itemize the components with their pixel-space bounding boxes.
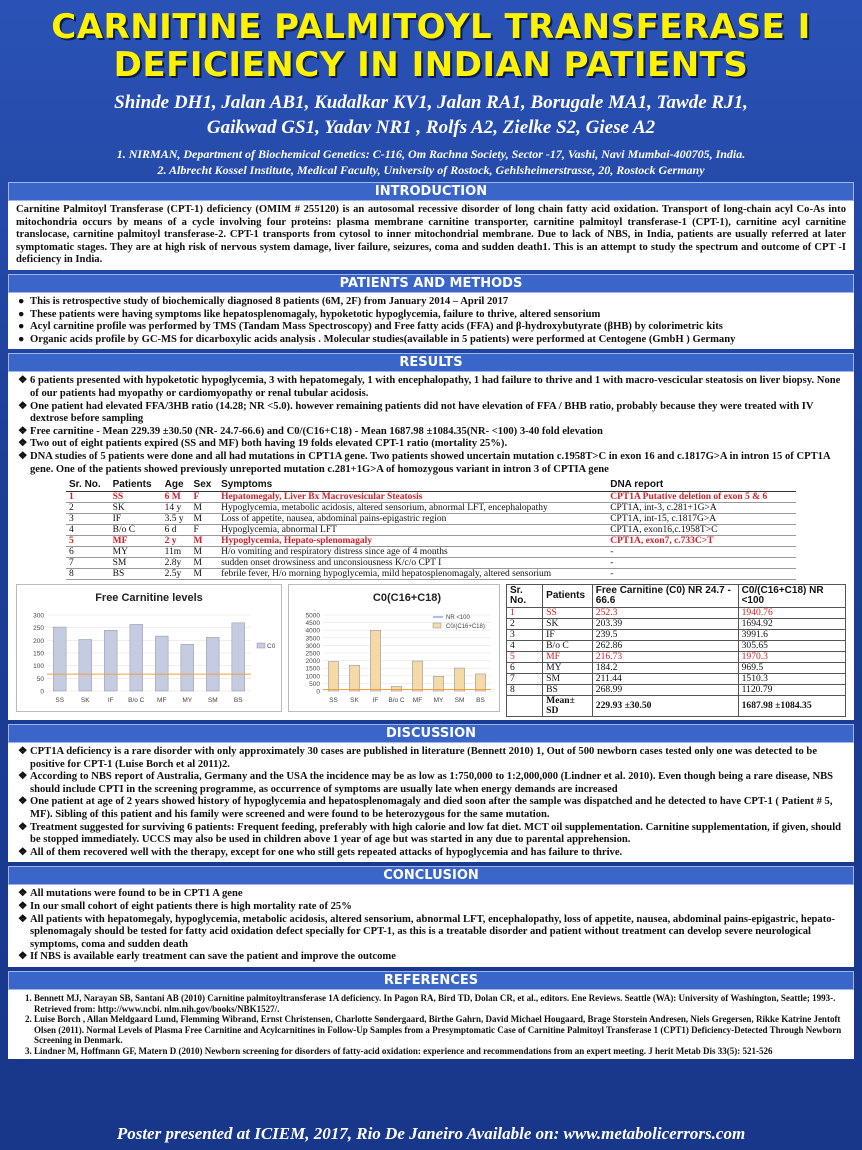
table-cell: 1940.76: [738, 608, 845, 619]
results-item-text: DNA studies of 5 patients were done and all had mutations in CPT1A gene. Two patients showed uncertain mutation c.1958T>C in exon 16 and c.1817G>A in intron 15 of CPT1A gene. One of the patients showed previously unreported mutation c.281+1G>A of homozygous variant in intron 3 of CPTIA gene: [30, 450, 831, 475]
table-cell: 2.5y: [162, 569, 191, 580]
table-row: [507, 685, 846, 696]
table-cell: 14 y: [162, 503, 191, 514]
table-row-mean: [507, 696, 846, 717]
x-tick-label: SS: [55, 697, 65, 705]
y-tick-label: 300: [33, 612, 44, 620]
conclusion-item-text: In our small cohort of eight patients there is high mortality rate of 25%: [30, 901, 352, 913]
table-cell: M: [191, 569, 219, 580]
table-cell: 252.3: [592, 608, 738, 619]
conclusion-list: [16, 888, 846, 964]
bar: [104, 630, 117, 691]
header: [0, 0, 862, 178]
table-row: [507, 619, 846, 630]
title-line-2: DEFICIENCY IN INDIAN PATIENTS: [113, 45, 749, 85]
conclusion-item-text: All patients with hepatomegaly, hypoglycemia, metabolic acidosis, altered sensorium, abnormal LFT, encephalopathy, loss of appetite, nausea, abdominal pains-epigastric, hepato-splenomagaly should be tested for fatty acid oxidation defect specially for CPT-1, as this is a treatable disorder and patient without treatment can develop severe neurological symptoms, coma and sudden death: [30, 913, 836, 950]
table-row: [66, 536, 796, 547]
table-cell: 8: [66, 569, 110, 580]
legend-swatch: [257, 643, 265, 648]
symptom-table: [66, 479, 796, 580]
list-item: [16, 438, 846, 451]
diamond-bullet-icon: ❖: [18, 400, 28, 412]
table-cell: 262.86: [592, 641, 738, 652]
table-cell: Hypoglycemia, metabolic acidosis, altered sensorium, abnormal LFT, encephalopathy: [218, 503, 607, 514]
bar: [206, 638, 219, 692]
bullet-icon: ●: [18, 333, 25, 345]
table-cell: M: [191, 536, 219, 547]
bar: [130, 625, 143, 692]
table-cell: SM: [110, 558, 162, 569]
y-tick-label: 3500: [305, 635, 320, 643]
table-cell: M: [191, 558, 219, 569]
poster-title: [0, 0, 862, 84]
diamond-bullet-icon: ❖: [18, 846, 28, 858]
chart-panel-1: [16, 584, 282, 712]
column-header: Patients: [543, 585, 593, 608]
column-header: Sr. No.: [66, 479, 110, 492]
column-header: Symptoms: [218, 479, 607, 492]
bar: [475, 674, 486, 691]
list-item: [16, 334, 846, 347]
section-heading-introduction: INTRODUCTION: [8, 182, 854, 201]
bar: [349, 665, 360, 691]
affiliation-1: 1. NIRMAN, Department of Biochemical Genetics: C-116, Om Rachna Society, Sector -17, Vashi, Navi Mumbai-400705, India.: [116, 147, 746, 161]
table-cell: Mean± SD: [543, 696, 593, 717]
x-tick-label: SK: [80, 697, 90, 705]
table-cell: MY: [543, 663, 593, 674]
y-tick-label: 50: [36, 675, 44, 683]
y-tick-label: 0: [40, 688, 44, 696]
reference-item: 1. Bennett MJ, Narayan SB, Santani AB (2010) Carnitine palmitoyltransferase 1A deficiency. In Pagon RA, Bird TD, Dolan CR, et al., editors. Ene Reviews. Seattle (WA): University of Washington, Seattle; 1993-. Retrieved from: http://www.ncbi. nlm.nih.gov/books/NBK1527/.: [34, 993, 846, 1014]
table-cell: -: [607, 569, 796, 580]
table-cell: 3991.6: [738, 630, 845, 641]
table-cell: SS: [110, 492, 162, 503]
table-cell: 1687.98 ±1084.35: [738, 696, 845, 717]
diamond-bullet-icon: ❖: [18, 375, 28, 387]
y-tick-label: 1000: [305, 673, 320, 681]
section-heading-conclusion: CONCLUSION: [8, 866, 854, 885]
references-body: [8, 990, 854, 1059]
legend-swatch: [433, 623, 441, 628]
list-item: [16, 309, 846, 322]
legend-label: NR <100: [446, 615, 470, 622]
y-tick-label: 1500: [305, 665, 320, 673]
table-cell: -: [607, 547, 796, 558]
x-tick-label: MF: [412, 697, 423, 705]
title-line-1: CARNITINE PALMITOYL TRANSFERASE I: [51, 7, 811, 47]
bar: [454, 668, 465, 691]
table-cell: 11m: [162, 547, 191, 558]
table-header-row: [66, 479, 796, 492]
column-header: Patients: [110, 479, 162, 492]
table-cell: Hypoglycemia, abnormal LFT: [218, 525, 607, 536]
results-item-text: Two out of eight patients expired (SS and MF) both having 19 folds elevated CPT-1 ratio (mortality 25%).: [30, 438, 508, 450]
table-cell: 2.8y: [162, 558, 191, 569]
table-cell: 203.39: [592, 619, 738, 630]
results-item-text: 6 patients presented with hypoketotic hypoglycemia, 3 with hepatomegaly, 1 with encephalopathy, 1 had failure to thrive and 1 with macro-vescicular steatosis on liver biopsy. None of our patients had myopathy or cardiomyopathy or renal tubular acidosis.: [30, 375, 841, 399]
table-cell: sudden onset drowsiness and unconsiousness K/c/o CPT I: [218, 558, 607, 569]
methods-item-text: This is retrospective study of biochemically diagnosed 8 patients (6M, 2F) from January 2014 – April 2017: [30, 295, 509, 307]
reference-item: 2. Luise Borch , Allan Meldgaard Lund, Flemming Wibrand, Ernst Christensen, Charlotte Søndergaard, Birthe Gahrn, David Michael Hougaard, Brage Storstein Andresen, Niels Gregersen, Rikke Katrine Jentoft Olsen (2011). Normal Levels of Plasma Free Carnitine and Acylcarnitines in Follow-Up Samples from a Presymptomatic Case of Carnitine Palmitoyl Transferase 1 (CPT1) Deficiency-Detected Through Newborn Screening in Denmark.: [34, 1014, 846, 1046]
bar: [79, 640, 92, 692]
discussion-item-text: According to NBS report of Australia, Germany and the USA the incidence may be as low as 1:750,000 to 1:2,000,000 (Lindner et al. 2010). Even though being a rare disease, NBS should include CPTI in the screening programme, as occurrence of symptoms are usually late when energy demands are increased: [30, 771, 834, 795]
y-tick-label: 4500: [305, 620, 320, 628]
table-cell: 216.73: [592, 652, 738, 663]
bar: [391, 686, 402, 691]
column-header: Free Carnitine (C0) NR 24.7 - 66.6: [592, 585, 738, 608]
section-heading-methods: PATIENTS AND METHODS: [8, 274, 854, 293]
table-cell: Loss of appetite, nausea, abdominal pains-epigastric region: [218, 514, 607, 525]
discussion-body: [8, 743, 854, 862]
footer: Poster presented at ICIEM, 2017, Rio De Janeiro Available on: www.metabolicerrors.com: [116, 1124, 746, 1143]
table-cell: febrile fever, H/o morning hypoglycemia, mild hepatosplenomagaly, altered sensorium: [218, 569, 607, 580]
bar: [328, 662, 339, 691]
list-item: [16, 296, 846, 309]
bullet-icon: ●: [18, 295, 25, 307]
reference-item: 3. Lindner M, Hoffmann GF, Matern D (2010) Newborn screening for disorders of fatty-acid oxidation: experience and recommendations from an expert meeting. J herit Metab Dis 33(5): 521-526: [34, 1046, 846, 1057]
discussion-item-text: All of them recovered well with the therapy, except for one who still gets repeated attacks of hypoglycemia and has failure to thrive.: [30, 846, 623, 858]
bar: [181, 644, 194, 691]
diamond-bullet-icon: ❖: [18, 450, 28, 462]
bullet-icon: ●: [18, 308, 25, 320]
table-cell: 1120.79: [738, 685, 845, 696]
y-tick-label: 200: [33, 637, 44, 645]
column-header: Age: [162, 479, 191, 492]
x-tick-label: IF: [107, 697, 114, 705]
list-item: [16, 426, 846, 439]
list-item: [16, 914, 846, 952]
results-list: [16, 375, 846, 476]
x-tick-label: SS: [329, 697, 338, 705]
table-cell: CPT1A, exon7, c.733C>T: [607, 536, 796, 547]
y-tick-label: 500: [309, 680, 320, 688]
x-tick-label: SK: [350, 697, 359, 705]
table-cell: F: [191, 525, 219, 536]
table-cell: 5: [507, 652, 543, 663]
list-item: [16, 847, 846, 860]
table-cell: F: [191, 492, 219, 503]
discussion-list: [16, 746, 846, 859]
table-cell: [507, 696, 543, 717]
table-cell: 2 y: [162, 536, 191, 547]
column-header: C0/(C16+C18) NR <100: [738, 585, 845, 608]
column-header: Sex: [191, 479, 219, 492]
discussion-item-text: CPT1A deficiency is a rare disorder with only approximately 30 cases are published in literature (Bennett 2010) 1, Out of 500 newborn cases tested only one was detected to be positive for CPT-1 (Luise Borch et al 2011)2.: [30, 746, 818, 770]
table-cell: CPT1A Putative deletion of exon 5 & 6: [607, 492, 796, 503]
y-tick-label: 2500: [305, 650, 320, 658]
methods-item-text: Acyl carnitine profile was performed by TMS (Tandam Mass Spectroscopy) and Free fatty acids (FFA) and β-hydroxybutyrate (βHB) by colorimetric kits: [30, 321, 723, 333]
diamond-bullet-icon: ❖: [18, 913, 28, 925]
table-cell: 1: [507, 608, 543, 619]
table-cell: B/o C: [110, 525, 162, 536]
x-tick-label: BS: [233, 697, 243, 705]
table-row: [66, 514, 796, 525]
table-cell: CPT1A, int-3, c.281+1G>A: [607, 503, 796, 514]
table-cell: 3.5 y: [162, 514, 191, 525]
column-header: Sr. No.: [507, 585, 543, 608]
authors: [0, 90, 862, 140]
list-item: [16, 321, 846, 334]
charts-row: [16, 584, 846, 717]
table-header-row: [507, 585, 846, 608]
table-row: [507, 641, 846, 652]
legend-label: C0: [267, 643, 276, 651]
ratio-chart: [289, 585, 499, 711]
section-heading-references: REFERENCES: [8, 971, 854, 990]
section-heading-results: RESULTS: [8, 353, 854, 372]
table-row: [507, 630, 846, 641]
carnitine-table-wrap: [506, 584, 846, 717]
table-cell: M: [191, 514, 219, 525]
table-cell: Hypoglycemia, Hepato-splenomagaly: [218, 536, 607, 547]
table-cell: 2: [507, 619, 543, 630]
bar: [433, 676, 444, 691]
authors-line-2: Gaikwad GS1, Yadav NR1 , Rolfs A2, Zielke S2, Giese A2: [206, 117, 656, 138]
methods-item-text: These patients were having symptoms like hepatosplenomagaly, hypoketotic hypoglycemia, failure to thrive, altered sensorium: [30, 308, 601, 320]
results-item-text: Free carnitine - Mean 229.39 ±30.50 (NR- 24.7-66.6) and C0/(C16+C18) - Mean 1687.98 ±1084.35(NR- <100) 3-40 fold elevation: [30, 425, 603, 437]
chart-title: C0(C16+C18): [372, 592, 442, 605]
y-tick-label: 5000: [305, 612, 320, 620]
list-item: [16, 771, 846, 796]
diamond-bullet-icon: ❖: [18, 821, 28, 833]
y-tick-label: 3000: [305, 642, 320, 650]
conclusion-body: [8, 885, 854, 967]
table-cell: 1510.3: [738, 674, 845, 685]
results-item-text: One patient had elevated FFA/3HB ratio (14.28; NR <5.0). however remaining patients did not have elevation of FFA / BHB ratio, probably because they were treated with IV dextrose before sampling: [30, 400, 814, 425]
section-heading-discussion: DISCUSSION: [8, 724, 854, 743]
table-row: [507, 608, 846, 619]
discussion-item-text: Treatment suggested for surviving 6 patients: Frequent feeding, preferably with high calorie and low fat diet. MCT oil supplementation. Carnitine supplementation, if given, should be stopped immediately. UCCS may also be used in children above 1 year of age but was started in any due to parental apprehension.: [30, 821, 842, 846]
table-cell: 1694.92: [738, 619, 845, 630]
y-tick-label: 250: [33, 625, 44, 633]
y-tick-label: 4000: [305, 627, 320, 635]
diamond-bullet-icon: ❖: [18, 901, 28, 913]
table-cell: MF: [543, 652, 593, 663]
affiliation-2: 2. Albrecht Kossel Institute, Medical Faculty, University of Rostock, Gehlsheimerstrasse, 20, Rostock Germany: [157, 163, 705, 177]
diamond-bullet-icon: ❖: [18, 888, 28, 900]
symptom-table-wrap: [66, 479, 796, 580]
x-tick-label: SM: [454, 697, 465, 705]
y-tick-label: 0: [316, 688, 320, 696]
legend-label: C0/(C16+C18): [446, 624, 485, 631]
table-cell: M: [191, 503, 219, 514]
table-row: [66, 492, 796, 503]
table-cell: 229.93 ±30.50: [592, 696, 738, 717]
list-item: [16, 451, 846, 476]
methods-list: [16, 296, 846, 346]
table-cell: 5: [66, 536, 110, 547]
table-cell: SK: [543, 619, 593, 630]
y-tick-label: 100: [33, 663, 44, 671]
table-row: [507, 674, 846, 685]
table-row: [66, 525, 796, 536]
table-cell: 1970.3: [738, 652, 845, 663]
table-cell: IF: [110, 514, 162, 525]
list-item: [16, 375, 846, 400]
diamond-bullet-icon: ❖: [18, 438, 28, 450]
results-body: [8, 372, 854, 720]
chart-title: Free Carnitine levels: [95, 592, 203, 605]
y-tick-label: 2000: [305, 658, 320, 666]
table-cell: 6 M: [162, 492, 191, 503]
table-cell: CPT1A, int-15, c.1817G>A: [607, 514, 796, 525]
diamond-bullet-icon: ❖: [18, 746, 28, 758]
table-cell: BS: [543, 685, 593, 696]
table-cell: B/o C: [543, 641, 593, 652]
table-row: [66, 503, 796, 514]
column-header: DNA report: [607, 479, 796, 492]
methods-body: [8, 293, 854, 349]
table-cell: 4: [66, 525, 110, 536]
list-item: [16, 951, 846, 964]
table-cell: 7: [66, 558, 110, 569]
table-cell: 969.5: [738, 663, 845, 674]
table-cell: 8: [507, 685, 543, 696]
table-cell: SS: [543, 608, 593, 619]
y-tick-label: 150: [33, 650, 44, 658]
table-row: [66, 569, 796, 580]
x-tick-label: B/o C: [388, 697, 405, 705]
x-tick-label: B/o C: [128, 697, 145, 705]
carnitine-table: [506, 584, 846, 717]
table-cell: 6: [507, 663, 543, 674]
table-cell: 184.2: [592, 663, 738, 674]
table-cell: M: [191, 547, 219, 558]
affiliations: [0, 146, 862, 178]
discussion-item-text: One patient at age of 2 years showed history of hypoglycemia and hepatosplenomagaly and died soon after the sample was dispatched and he detected to have CPT-1 ( Patient # 5, MF). Sibling of this patient and his family were screened and were found to be heterozygous for the same mutation.: [30, 796, 833, 821]
list-item: [16, 901, 846, 914]
introduction-body: Carnitine Palmitoyl Transferase (CPT-1) deficiency (OMIM # 255120) is an autosomal recessive disorder of long chain fatty acid oxidation. Transport of long-chain acyl Co-As into mitochondria occurs by means of a cycle involving four proteins: plasma membrane carnitine transporter, carnitine palmitoyl transferase-1 (CPT-1), carnitine acyl carnitine translocase, carnitine palmitoyl transferase-2. CPT-1 transports from cytosol to inner mitochondrial membrane. Due to lack of NBS, in India, patients are usually referred at later symptomatic stages. They are at high risk of nervous system damage, liver failure, seizures, coma and sudden death1. This is an attempt to study the spectrum and outcome of CPT -I deficiency in India.: [8, 201, 854, 270]
bullet-icon: ●: [18, 321, 25, 333]
table-cell: CPT1A, exon16,c.1958T>C: [607, 525, 796, 536]
table-cell: BS: [110, 569, 162, 580]
table-cell: SK: [110, 503, 162, 514]
free-carnitine-chart: [17, 585, 281, 711]
table-row: [66, 558, 796, 569]
references-list: [16, 993, 846, 1056]
table-cell: Hepatomegaly, Liver Bx Macrovesicular Steatosis: [218, 492, 607, 503]
table-cell: SM: [543, 674, 593, 685]
table-cell: 211.44: [592, 674, 738, 685]
table-cell: 3: [507, 630, 543, 641]
x-tick-label: SM: [207, 697, 218, 705]
table-cell: 7: [507, 674, 543, 685]
diamond-bullet-icon: ❖: [18, 425, 28, 437]
conclusion-item-text: All mutations were found to be in CPT1 A gene: [30, 888, 243, 900]
diamond-bullet-icon: ❖: [18, 951, 28, 963]
methods-item-text: Organic acids profile by GC-MS for dicarboxylic acids analysis . Molecular studies(available in 5 patients) were performed at Centogene (GmbH ) Germany: [30, 333, 736, 345]
table-cell: 2: [66, 503, 110, 514]
x-tick-label: BS: [476, 697, 485, 705]
table-row: [507, 663, 846, 674]
table-cell: 6 d: [162, 525, 191, 536]
table-cell: 239.5: [592, 630, 738, 641]
list-item: [16, 796, 846, 821]
x-tick-label: MF: [157, 697, 167, 705]
table-cell: 4: [507, 641, 543, 652]
authors-line-1: Shinde DH1, Jalan AB1, Kudalkar KV1, Jalan RA1, Borugale MA1, Tawde RJ1,: [114, 92, 748, 113]
diamond-bullet-icon: ❖: [18, 796, 28, 808]
table-cell: MY: [110, 547, 162, 558]
bar: [412, 661, 423, 691]
chart-panel-2: [288, 584, 500, 712]
x-tick-label: MY: [433, 697, 444, 705]
table-cell: 305.65: [738, 641, 845, 652]
list-item: [16, 401, 846, 426]
table-row: [507, 652, 846, 663]
table-cell: IF: [543, 630, 593, 641]
bar: [232, 623, 245, 691]
table-cell: 1: [66, 492, 110, 503]
table-cell: -: [607, 558, 796, 569]
bar: [53, 627, 66, 691]
list-item: [16, 822, 846, 847]
table-cell: MF: [110, 536, 162, 547]
list-item: [16, 888, 846, 901]
diamond-bullet-icon: ❖: [18, 771, 28, 783]
x-tick-label: IF: [372, 697, 379, 705]
table-cell: 6: [66, 547, 110, 558]
bar: [155, 636, 168, 691]
table-cell: 3: [66, 514, 110, 525]
x-tick-label: MY: [182, 697, 193, 705]
table-row: [66, 547, 796, 558]
table-cell: 268.99: [592, 685, 738, 696]
table-cell: H/o vomiting and respiratory distress since age of 4 months: [218, 547, 607, 558]
conclusion-item-text: If NBS is available early treatment can save the patient and improve the outcome: [30, 951, 396, 963]
list-item: [16, 746, 846, 771]
bar: [370, 630, 381, 691]
